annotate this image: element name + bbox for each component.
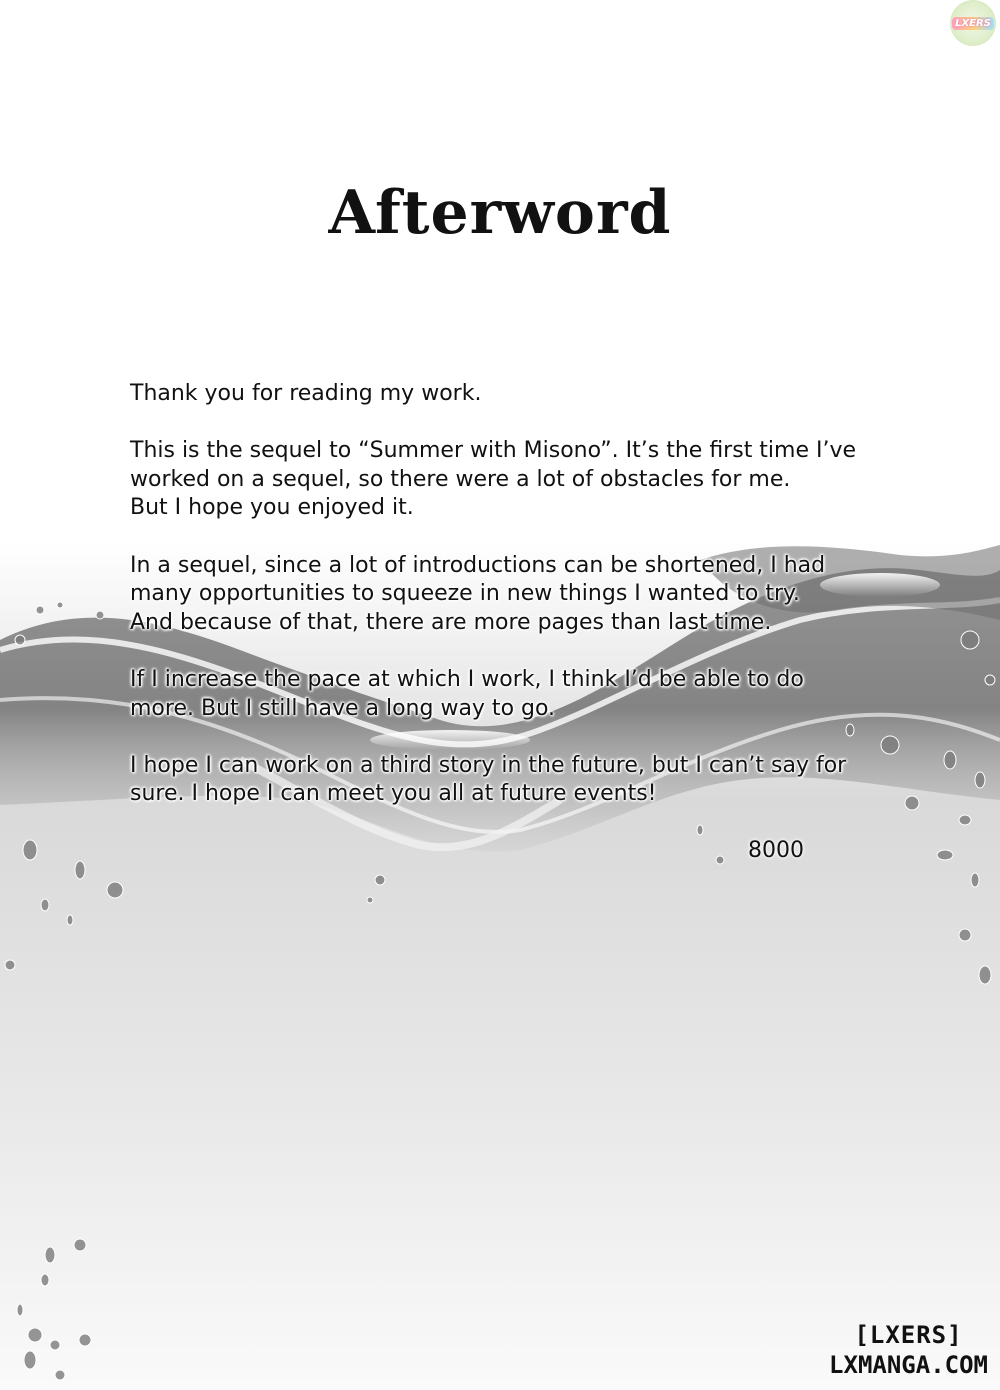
afterword-body <box>130 380 870 838</box>
watermark-line-1: [LXERS] <box>854 1321 963 1349</box>
logo-badge-text: LXERS <box>952 17 994 30</box>
paragraph-5: I hope I can work on a third story in the future, but I can’t say for sure. I hope I can meet you all at future events! <box>130 752 847 807</box>
page-title: Afterword <box>328 178 672 248</box>
paragraph-2: This is the sequel to “Summer with Misono”. It’s the first time I’ve worked on a sequel, so there were a lot of obstacles for me. But I hope you enjoyed it. <box>130 438 857 521</box>
paragraph-1: Thank you for reading my work. <box>130 381 482 406</box>
author-signature: 8000 <box>748 838 804 863</box>
site-watermark <box>829 1320 988 1380</box>
paragraph-3: In a sequel, since a lot of introductions can be shortened, I had many opportunities to squeeze in new things I wanted to try. And because of that, there are more pages than last time. <box>130 552 826 635</box>
lxers-logo-badge <box>950 0 996 46</box>
watermark-line-2: LXMANGA.COM <box>829 1351 988 1379</box>
paragraph-4: If I increase the pace at which I work, I think I’d be able to do more. But I still have a long way to go. <box>130 666 804 721</box>
